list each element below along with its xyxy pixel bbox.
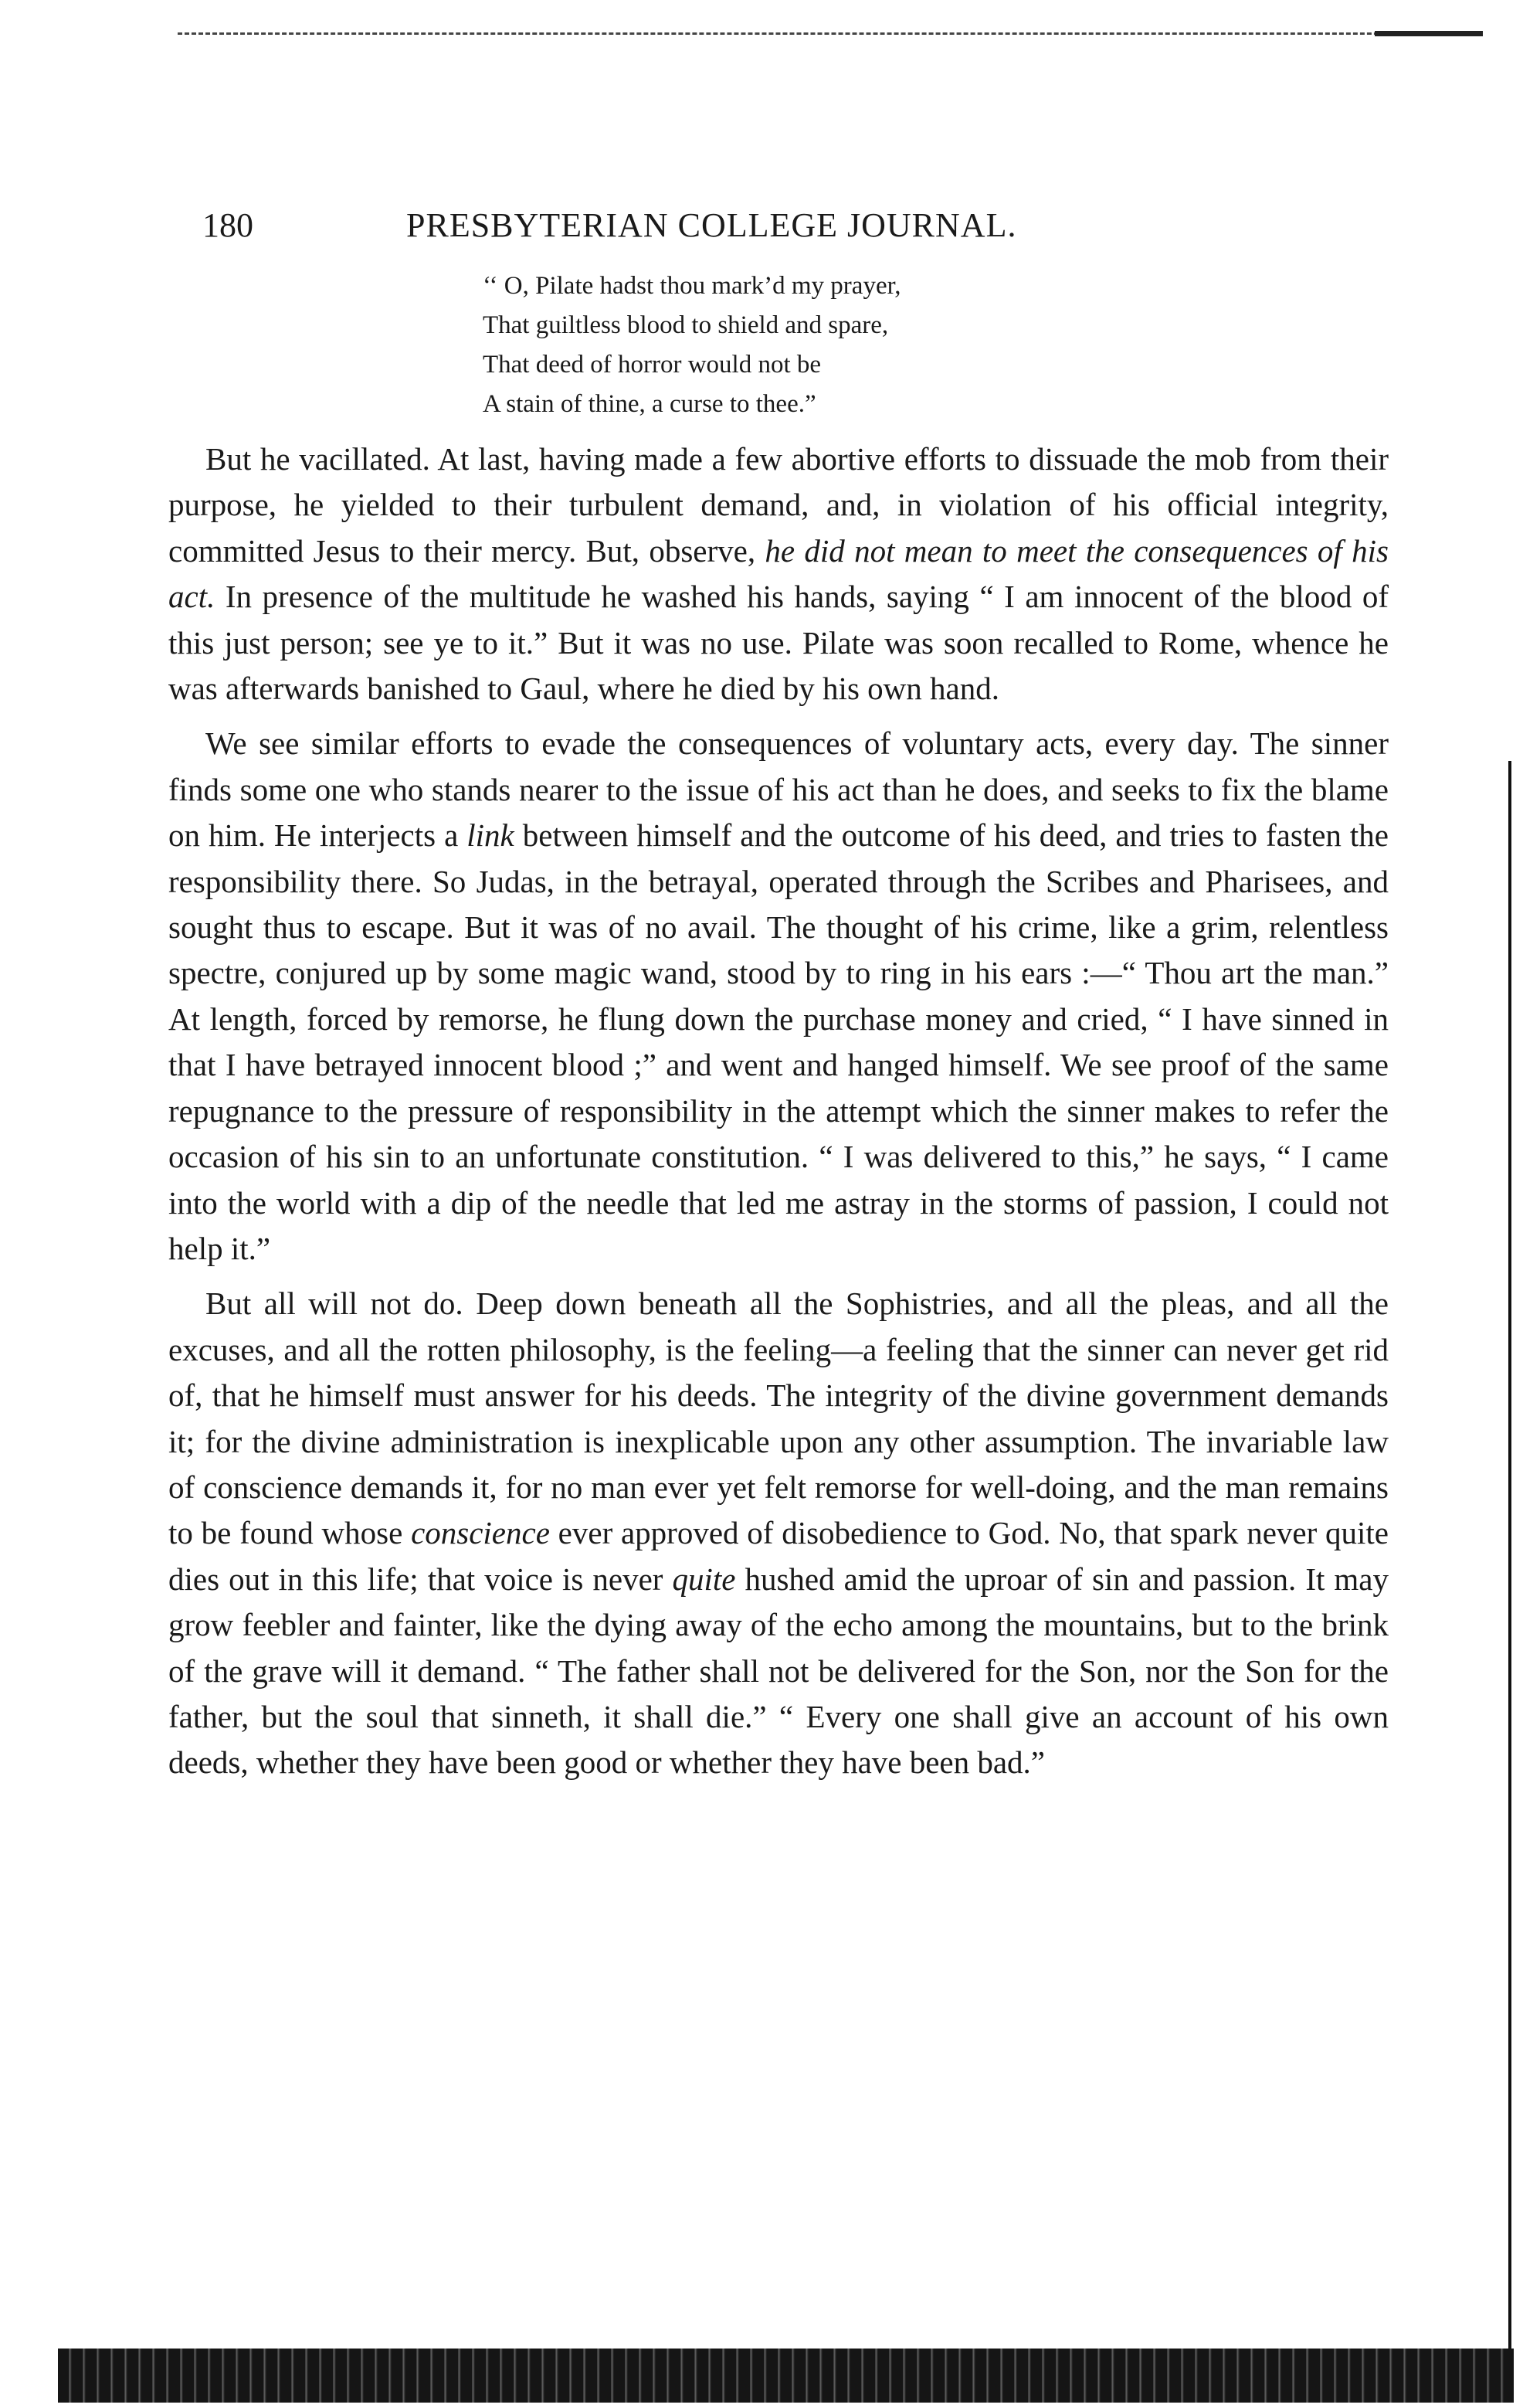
paragraph-text: In presence of the multitude he washed his hands, saying “ I am innocent of the blood of this just person; see ye to it.” But it was no use. Pilate was soon recalled to Rome, whence he was afterwards banished to Gaul, where he died by his own hand. xyxy=(168,579,1389,707)
verse-quotation xyxy=(483,267,1178,424)
page-header xyxy=(202,202,1392,249)
paragraph-pilate xyxy=(168,436,1389,712)
body-text xyxy=(168,436,1389,1795)
paragraph-italic-text: quite xyxy=(672,1561,736,1597)
scan-edge-shadow xyxy=(1508,761,1511,2379)
paragraph-text: between himself and the outcome of his deed, and tries to fasten the responsibility there. So Judas, in the betrayal, operated through the Scribes and Pharisees, and sought thus to escape. But it was of no avail. The thought of his crime, like a grim, relentless spectre, conjured up by some magic wand, stood by to ring in his ears :—“ Thou art the man.” At length, forced by remorse, he flung down the purchase money and cried, “ I have sinned in that I have betrayed innocent blood ;” and went and hanged himself. We see proof of the same repugnance to the pressure of responsibility in the attempt which the sinner makes to refer the occasion of his sin to an unfortunate constitution. “ I was delivered to this,” he says, “ I came into the world with a dip of the needle that led me astray in the storms of passion, I could not help it.” xyxy=(168,817,1389,1266)
paragraph-conscience xyxy=(168,1281,1389,1785)
paragraph-italic-text: conscience xyxy=(411,1515,550,1551)
verse-line: A stain of thine, a curse to thee.” xyxy=(483,390,816,418)
verse-line: That deed of horror would not be xyxy=(483,351,822,379)
paragraph-text: We see similar efforts to evade the consequences of voluntary acts, every day. The sinner finds some one who stands nearer to the issue of his act than he does, and seeks to fix the blame on him. He interjects a xyxy=(168,725,1389,854)
paragraph-text: But he vacillated. At last, having made a few abortive efforts to dissuade the mob from their purpose, he yielded to their turbulent demand, and, in violation of his official integrity, committed Jesus to their mercy. But, observe, xyxy=(168,441,1389,569)
verse-line: ‘‘ O, Pilate hadst thou mark’d my prayer, xyxy=(483,272,901,300)
verse-line: That guiltless blood to shield and spare, xyxy=(483,311,889,339)
scan-bottom-edge-texture xyxy=(58,2349,1514,2403)
paragraph-italic-text: link xyxy=(466,817,514,854)
paragraph-text: ever approved of disobedience to God. No, that spark never quite dies out in this life; that voice is never xyxy=(168,1515,1389,1597)
top-rule-end-mark xyxy=(1375,31,1483,36)
paragraph-text: But all will not do. Deep down beneath all the Sophistries, and all the pleas, and all the excuses, and all the rotten philosophy, is the feeling—a feeling that the sinner can never get rid of, that he himself must answer for his deeds. The integrity of the divine government demands it; for the divine administration is inexplicable upon any other assumption. The invariable law of conscience demands it, for no man ever yet felt remorse for well-doing, and the man remains to be found whose xyxy=(168,1286,1389,1551)
page-number: 180 xyxy=(202,206,253,244)
top-rule xyxy=(178,32,1483,35)
paragraph-judas xyxy=(168,721,1389,1272)
paragraph-italic-text: he did not mean to meet the consequences of his act. xyxy=(168,532,1389,615)
running-head: PRESBYTERIAN COLLEGE JOURNAL. xyxy=(406,206,1017,244)
paragraph-text: hushed amid the uproar of sin and passion. It may grow feebler and fainter, like the dying away of the echo among the mountains, but to the brink of the grave will it demand. “ The father shall not be delivered for the Son, nor the Son for the father, but the soul that sinneth, it shall die.” “ Every one shall give an account of his own deeds, whether they have been good or whether they have been bad.” xyxy=(168,1561,1389,1781)
